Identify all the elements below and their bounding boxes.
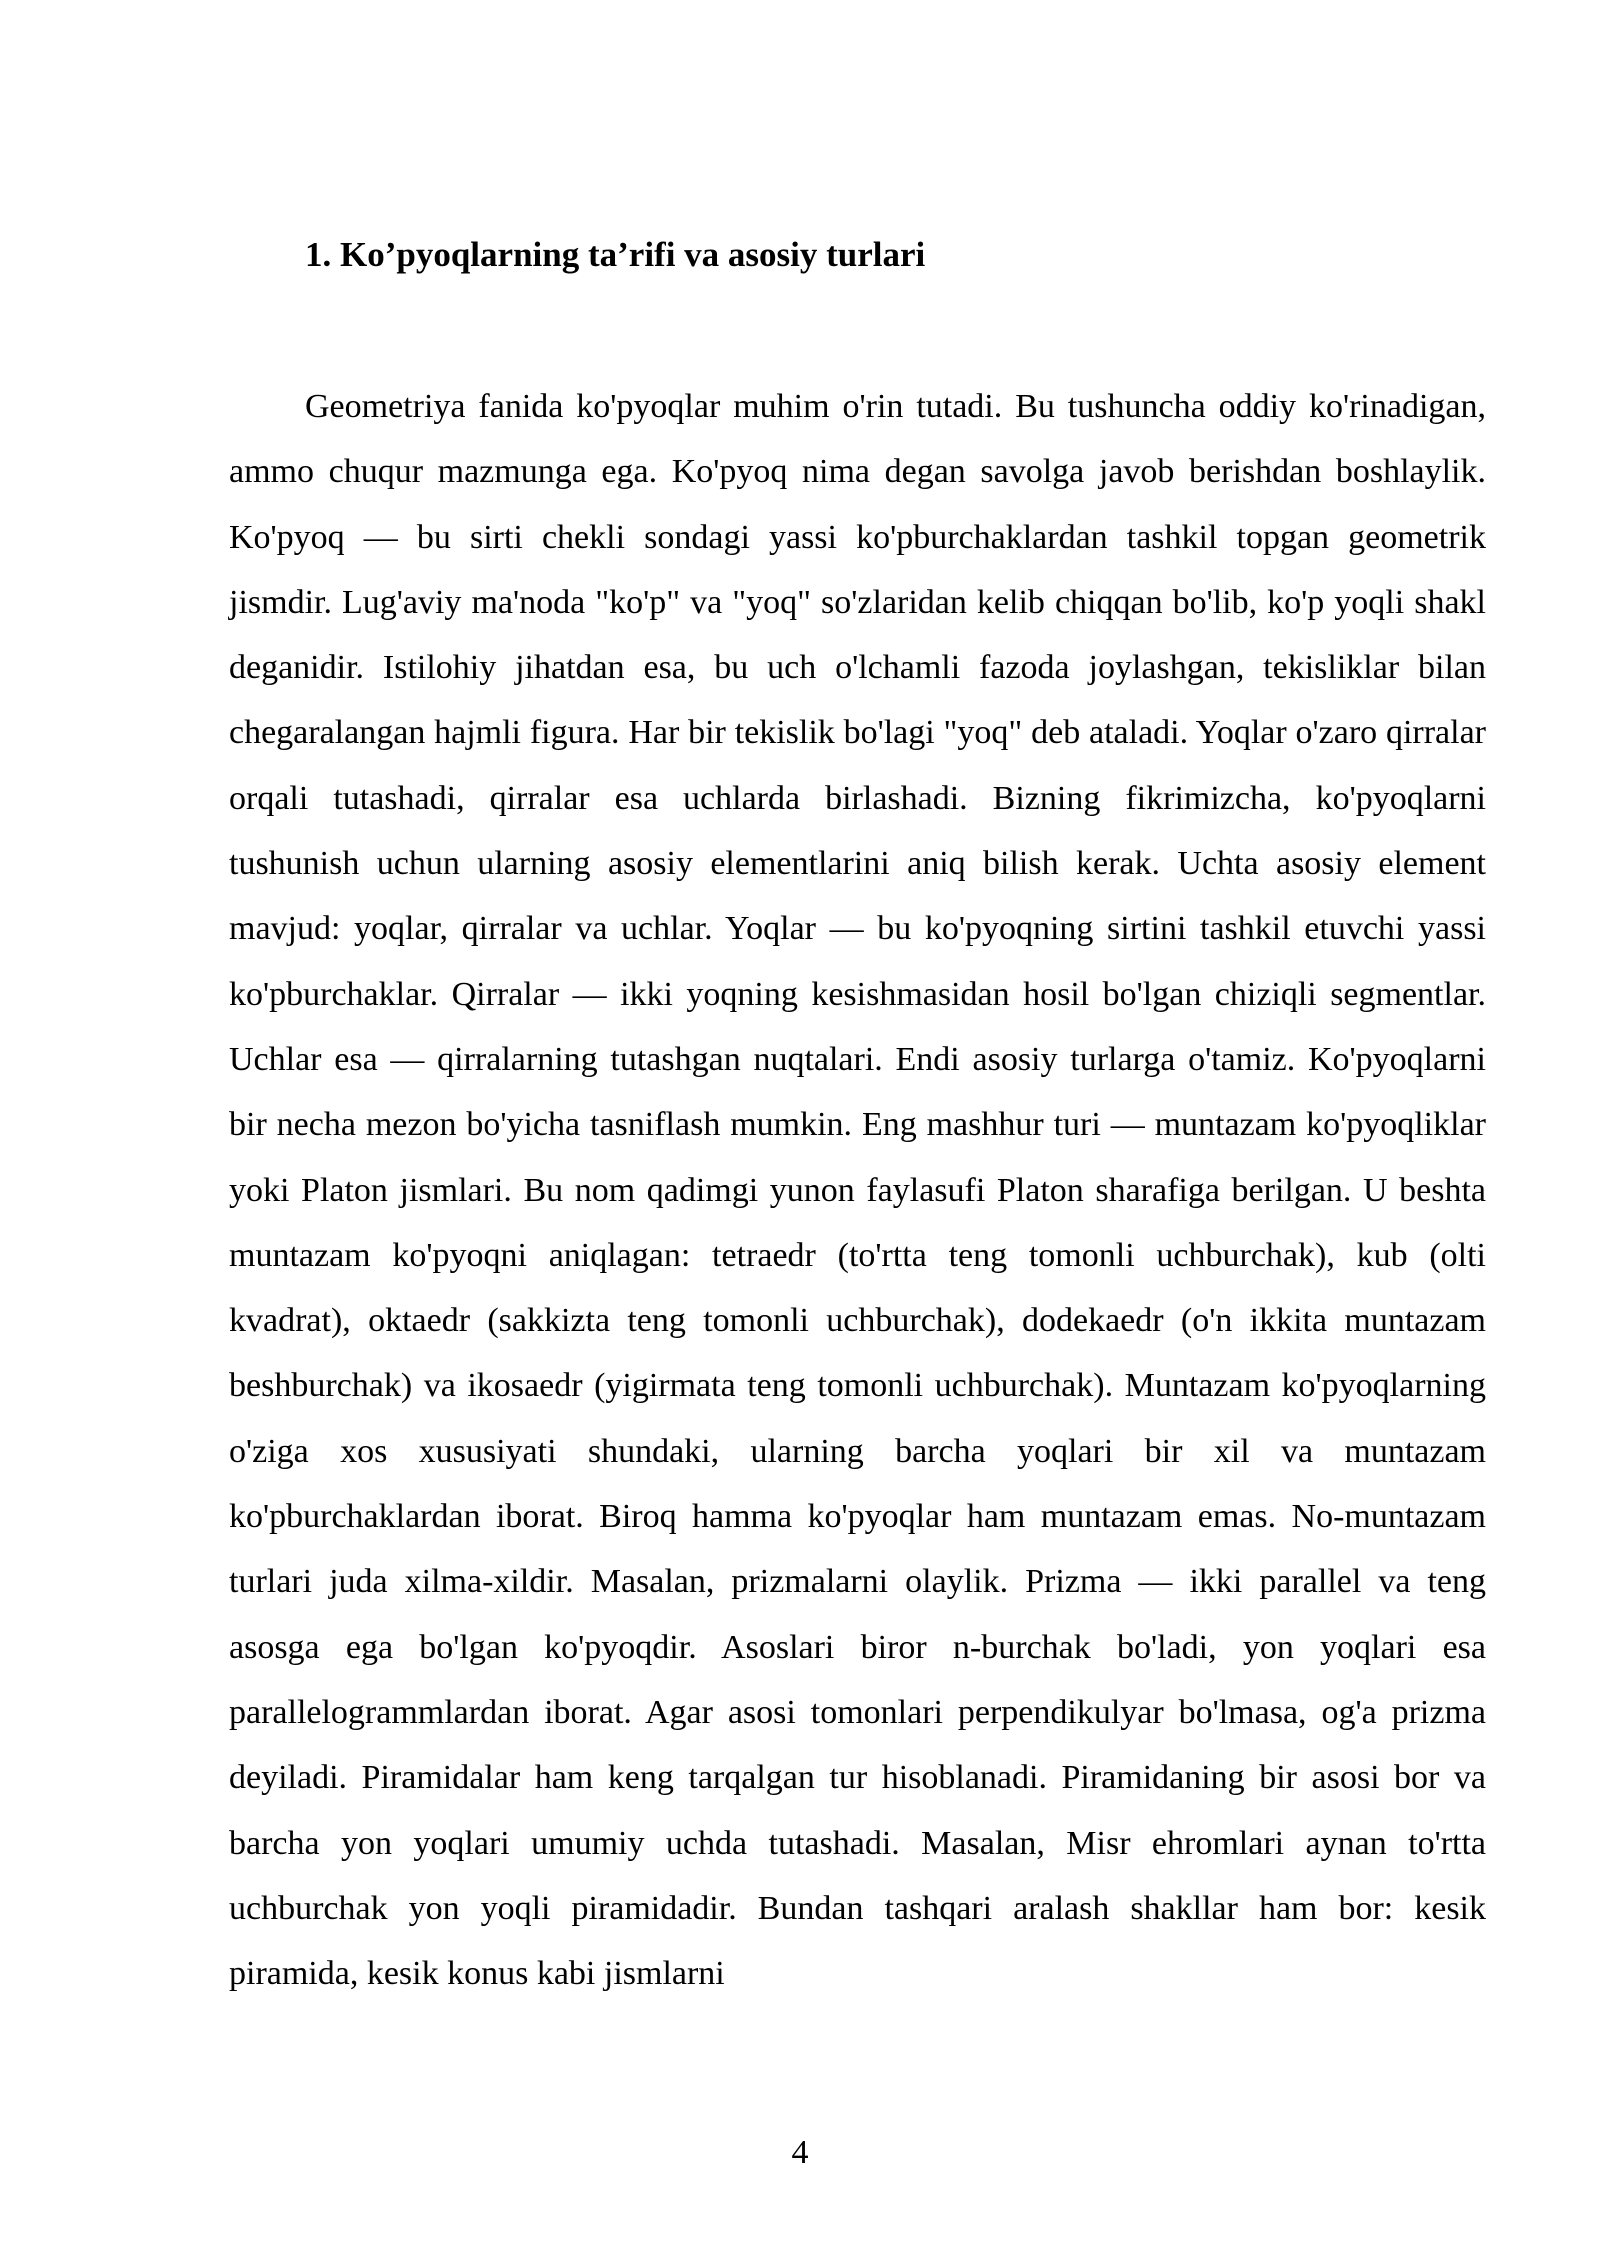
- section-heading: 1. Ko’pyoqlarning ta’rifi va asosiy turlari: [305, 235, 926, 274]
- body-paragraph: Geometriya fanida ko'pyoqlar muhim o'rin tutadi. Bu tushuncha oddiy ko'rinadigan, ammo chuqur mazmunga ega. Ko'pyoq nima degan savolga javob berishdan boshlaylik. Ko'pyoq — bu sirti chekli sondagi yassi ko'pburchaklardan tashkil topgan geometrik jismdir. Lug'aviy ma'noda "ko'p" va "yoq" so'zlaridan kelib chiqqan bo'lib, ko'p yoqli shakl deganidir. Istilohiy jihatdan esa, bu uch o'lchamli fazoda joylashgan, tekisliklar bilan chegaralangan hajmli figura. Har bir tekislik bo'lagi "yoq" deb ataladi. Yoqlar o'zaro qirralar orqali tutashadi, qirralar esa uchlarda birlashadi. Bizning fikrimizcha, ko'pyoqlarni tushunish uchun ularning asosiy elementlarini aniq bilish kerak. Uchta asosiy element mavjud: yoqlar, qirralar va uchlar. Yoqlar — bu ko'pyoqning sirtini tashkil etuvchi yassi ko'pburchaklar. Qirralar — ikki yoqning kesishmasidan hosil bo'lgan chiziqli segmentlar. Uchlar esa — qirralarning tutashgan nuqtalari. Endi asosiy turlarga o'tamiz. Ko'pyoqlarni bir necha mezon bo'yicha tasniflash mumkin. Eng mashhur turi — muntazam ko'pyoqliklar yoki Platon jismlari. Bu nom qadimgi yunon faylasufi Platon sharafiga berilgan. U beshta muntazam ko'pyoqni aniqlagan: tetraedr (to'rtta teng tomonli uchburchak), kub (olti kvadrat), oktaedr (sakkizta teng tomonli uchburchak), dodekaedr (o'n ikkita muntazam beshburchak) va ikosaedr (yigirmata teng tomonli uchburchak). Muntazam ko'pyoqlarning o'ziga xos xususiyati shundaki, ularning barcha yoqlari bir xil va muntazam ko'pburchaklardan iborat. Biroq hamma ko'pyoqlar ham muntazam emas. No-muntazam turlari juda xilma-xildir. Masalan, prizmalarni olaylik. Prizma — ikki parallel va teng asosga ega bo'lgan ko'pyoqdir. Asoslari biror n-burchak bo'ladi, yon yoqlari esa parallelogrammlardan iborat. Agar asosi tomonlari perpendikulyar bo'lmasa, og'a prizma deyiladi. Piramidalar ham keng tarqalgan tur hisoblanadi. Piramidaning bir asosi bor va barcha yon yoqlari umumiy uchda tutashadi. Masalan, Misr ehromlari aynan to'rtta uchburchak yon yoqli piramidadir. Bundan tashqari aralash shakllar ham bor: kesik piramida, kesik konus kabi jismlarni: [229, 388, 1486, 1993]
- page-number: 4: [791, 2134, 809, 2171]
